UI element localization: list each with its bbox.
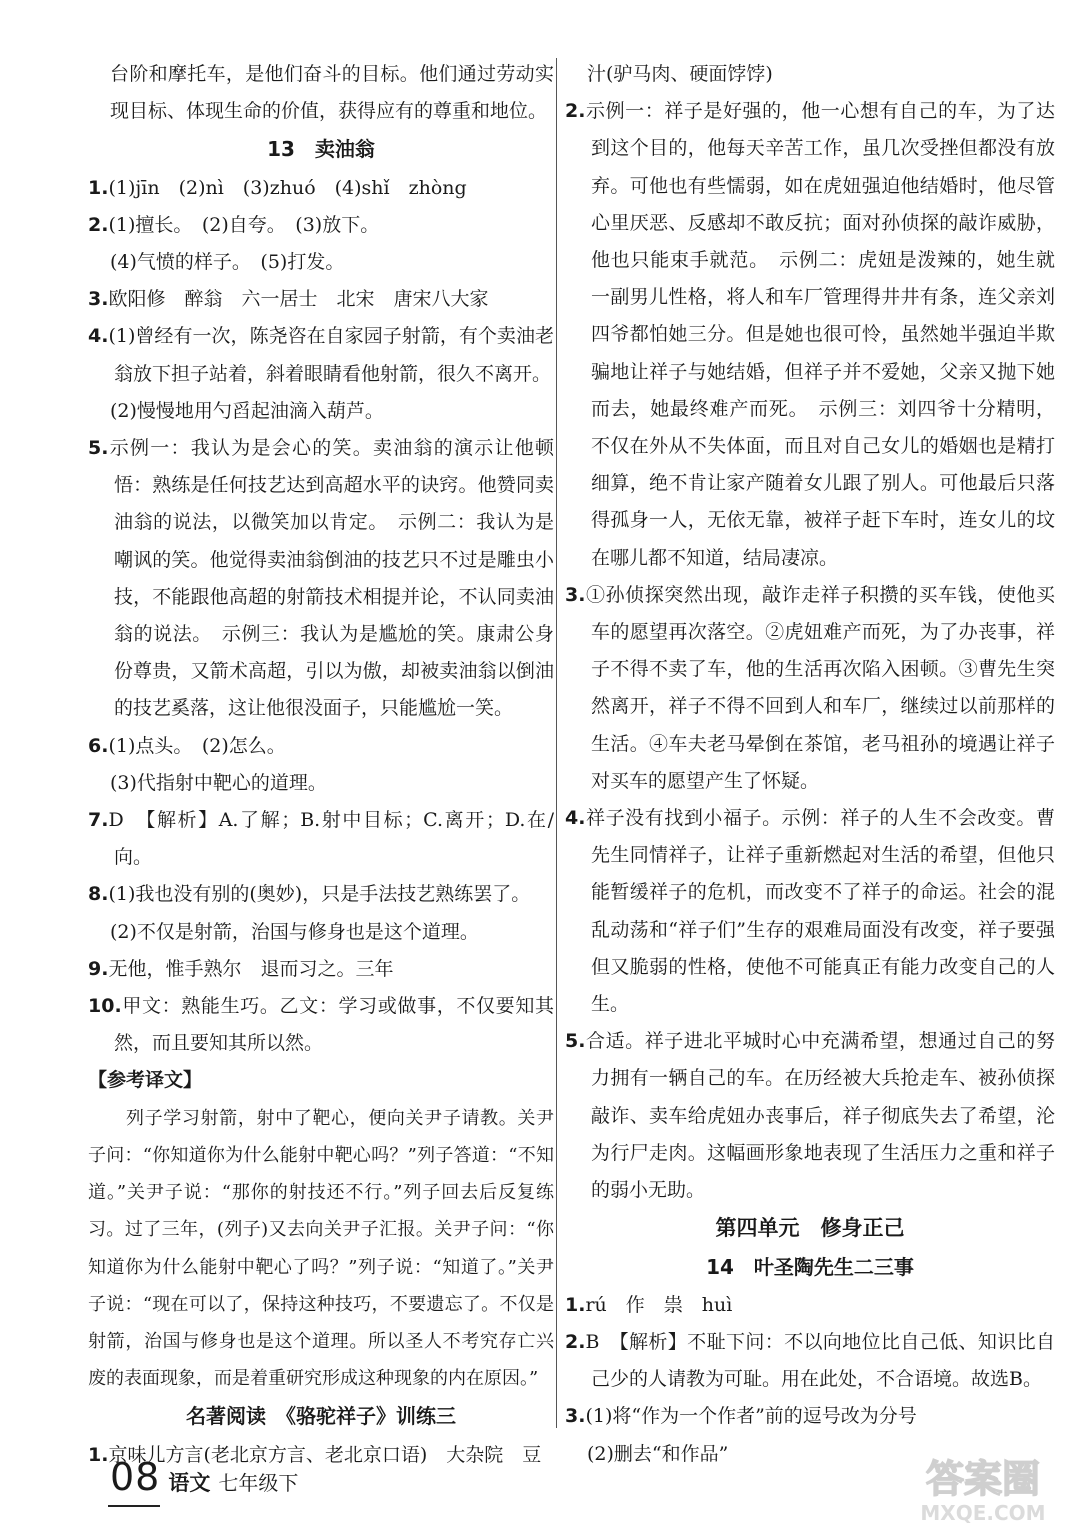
classics-answer-4 [565, 800, 1055, 1023]
answer-number: 10. [88, 995, 122, 1018]
answer-text: 甲文：熟能生巧。乙文：学习或做事，不仅要知其然，而且要知其所以然。 [114, 995, 554, 1055]
answer-number: 2. [565, 1330, 586, 1353]
answer-number: 9. [88, 957, 109, 980]
answer-text: (1)擅长。 (2)自夸。 (3)放下。 [108, 213, 380, 236]
answer-text: D 【解析】A.了解；B.射中目标；C.离开；D.在/向。 [108, 809, 554, 869]
answer-10 [88, 988, 554, 1062]
lesson13-title: 13 卖油翁 [267, 137, 375, 162]
answer-text: 京味儿方言(老北京方言、老北京口语) 大杂院 豆 [108, 1443, 542, 1466]
watermark-line1: 答案圈 [925, 1457, 1041, 1501]
column-divider [556, 58, 557, 1428]
answer-text: 示例一：我认为是会心的笑。卖油翁的演示让他顿悟：熟练是任何技艺达到高超水平的诀窍。他赞同卖油翁的说法，以微笑加以肯定。 示例二：我认为是嘲讽的笑。他觉得卖油翁倒油的技艺只不过是雕虫小技，不能跟他高超的射箭技术相提并论，不认同卖油翁的说法。 示例三：我认为是尴尬的笑。康肃公身份尊贵，又箭术高超，引以为傲，却被卖油翁以倒油的技艺奚落，这让他很没面子，只能尴尬一笑。 [108, 437, 554, 720]
answer-2-continued: (4)气愤的样子。 (5)打发。 [110, 251, 345, 274]
classics-reading-title: 名著阅读 《骆驼祥子》训练三 [186, 1404, 456, 1429]
answer-text: 合适。祥子进北平城时心中充满希望，想通过自己的努力拥有一辆自己的车。在历经被大兵抢走车、被孙侦探敲诈、卖车给虎妞办丧事后，祥子彻底失去了希望，沦为行尸走肉。这幅画形象地表现了生活压力之重和祥子的弱小无助。 [585, 1030, 1055, 1202]
answer-text: ①孙侦探突然出现，敲诈走祥子积攒的买车钱，使他买车的愿望再次落空。②虎妞难产而死，为了办丧事，祥子不得不卖了车，他的生活再次陷入困顿。③曹先生突然离开，祥子不得不回到人和车厂，继续过以前那样的生活。④车夫老马晕倒在茶馆，老马祖孙的境遇让祥子对买车的愿望产生了怀疑。 [585, 583, 1055, 792]
answer-number: 2. [565, 100, 586, 123]
answer-5 [88, 430, 554, 728]
answer-number: 6. [88, 734, 109, 757]
intro-paragraph: 台阶和摩托车，是他们奋斗的目标。他们通过劳动实现目标、体现生命的价值，获得应有的尊重和地位。 [110, 63, 554, 123]
lesson14-answer-3-continued: (2)删去“和作品” [587, 1442, 729, 1465]
answer-text: (1)jīn (2)nì (3)zhuó (4)shǐ zhòng [108, 176, 467, 199]
page-number: 08 [110, 1455, 161, 1499]
answer-4-continued: (2)慢慢地用勺舀起油滴入葫芦。 [110, 399, 384, 422]
answer-text: 祥子没有找到小福子。示例：祥子的人生不会改变。曹先生同情祥子，让祥子重新燃起对生活的希望，但他只能暂缓祥子的危机，而改变不了祥子的命运。社会的混乱动荡和“祥子们”生存的艰难局面没有改变，祥子要强但又脆弱的性格，使他不可能真正有能力改变自己的人生。 [585, 807, 1055, 1016]
answer-2 [88, 207, 554, 244]
answer-number: 5. [88, 437, 109, 460]
lesson14-answer-2 [565, 1324, 1055, 1398]
answer-text: (1)将“作为一个作者”前的逗号改为分号 [585, 1405, 917, 1428]
answer-3 [88, 281, 554, 318]
answer-8 [88, 876, 554, 913]
answer-text: 无他，惟手熟尔 退而习之。三年 [108, 957, 394, 980]
answer-number: 1. [565, 1293, 586, 1316]
watermark-logo [888, 1448, 1078, 1528]
lesson14-title: 14 叶圣陶先生二三事 [706, 1254, 914, 1279]
answer-text: B 【解析】不耻下问：不以向地位比自己低、知识比自己少的人请教为可耻。用在此处，不合语境。故选B。 [585, 1330, 1055, 1391]
answer-9 [88, 951, 554, 988]
answer-number: 7. [88, 809, 109, 832]
answer-text: (1)我也没有别的(奥妙)，只是手法技艺熟练罢了。 [108, 883, 531, 906]
answer-8-continued: (2)不仅是射箭，治国与修身也是这个道理。 [110, 920, 479, 943]
classics-answer-3 [565, 577, 1055, 800]
answer-number: 3. [565, 1405, 586, 1428]
answer-number: 2. [88, 213, 109, 236]
answer-text: 示例一：祥子是好强的，他一心想有自己的车，为了达到这个目的，他每天辛苦工作，虽几次受挫但都没有放弃。可他也有些懦弱，如在虎妞强迫他结婚时，他尽管心里厌恶、反感却不敢反抗；面对孙侦探的敲诈威胁，他也只能束手就范。 示例二：虎妞是泼辣的，她生就一副男儿性格，将人和车厂管理得井井有条，连父亲刘四爷都怕她三分。但是她也很可怜，虽然她半强迫半欺骗地让祥子与她结婚，但祥子并不爱她，父亲又抛下她而去，她最终难产而死。 示例三：刘四爷十分精明，不仅在外从不失体面，而且对自己女儿的婚姻也是精打细算，绝不肯让家产随着女儿跟了别人。可他最后只落得孤身一人，无依无靠，被祥子赶下车时，连女儿的坟在哪儿都不知道，结局凄凉。 [585, 100, 1055, 569]
answer-number: 4. [565, 807, 586, 830]
subject-label: 语文 [168, 1471, 211, 1495]
answer-text: (1)点头。 (2)怎么。 [108, 734, 286, 757]
answer-number: 1. [88, 1443, 109, 1466]
answer-text: 欧阳修 醉翁 六一居士 北宋 唐宋八大家 [108, 288, 489, 311]
answer-number: 1. [88, 176, 109, 199]
classics-answer-5 [565, 1023, 1055, 1209]
answer-6-continued: (3)代指射中靶心的道理。 [110, 771, 327, 794]
answer-number: 5. [565, 1030, 586, 1053]
answer-7 [88, 802, 554, 876]
answer-1 [88, 170, 554, 207]
lesson14-answer-3 [565, 1398, 1055, 1435]
unit4-title: 第四单元 修身正己 [715, 1216, 905, 1241]
answer-text: rú 作 祟 huì [585, 1293, 733, 1316]
watermark-line2: MXQE.COM [920, 1501, 1046, 1525]
left-column [88, 56, 554, 1474]
right-column [565, 56, 1055, 1473]
answer-6 [88, 728, 554, 765]
answer-number: 3. [88, 288, 109, 311]
page-footer [110, 1455, 298, 1499]
answer-number: 4. [88, 325, 109, 348]
reference-translation-label: 【参考译文】 [88, 1069, 203, 1092]
reference-translation: 列子学习射箭，射中了靶心，便向关尹子请教。关尹子问：“你知道你为什么能射中靶心吗？”列子答道：“不知道。”关尹子说：“那你的射技还不行。”列子回去后反复练习。过了三年，(列子)又去向关尹子汇报。关尹子问：“你知道你为什么能射中靶心了吗？”列子说：“知道了。”关尹子说：“现在可以了，保持这种技巧，不要遗忘了。不仅是射箭，治国与修身也是这个道理。所以圣人不考究存亡兴废的表面现象，而是着重研究形成这种现象的内在原因。” [88, 1107, 554, 1390]
grade-label: 七年级下 [218, 1471, 299, 1495]
footer-rule [108, 1505, 160, 1507]
answer-number: 8. [88, 883, 109, 906]
answer-text: (1)曾经有一次，陈尧咨在自家园子射箭，有个卖油老翁放下担子站着，斜着眼睛看他射箭，很久不离开。 [108, 325, 554, 385]
answer-number: 3. [565, 583, 586, 606]
answer-4 [88, 318, 554, 392]
classics-answer-2 [565, 93, 1055, 577]
lesson14-answer-1 [565, 1287, 1055, 1324]
classics-answer-1-continued: 汁(驴马肉、硬面饽饽) [587, 63, 773, 85]
